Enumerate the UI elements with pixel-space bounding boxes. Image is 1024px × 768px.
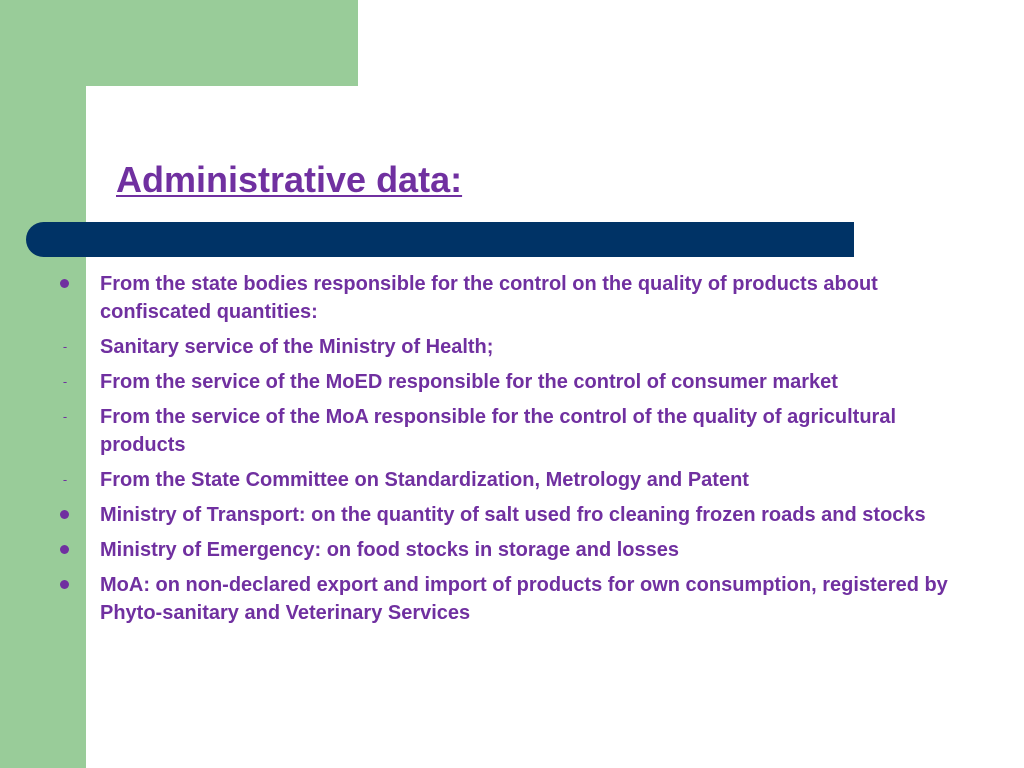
title-divider-bar xyxy=(26,222,854,257)
bullet-item xyxy=(100,270,960,326)
green-top-band xyxy=(0,0,358,86)
bullet-item xyxy=(62,368,960,396)
bullet-item xyxy=(62,333,960,361)
bullet-item xyxy=(100,536,960,564)
bullet-item xyxy=(62,403,960,459)
bullet-text: From the service of the MoA responsible for the control of the quality of agricultural products xyxy=(100,406,897,456)
bullet-text: From the State Committee on Standardization, Metrology and Patent xyxy=(100,469,749,491)
bullet-item xyxy=(62,466,960,494)
bullet-dash-icon: - xyxy=(62,472,68,487)
bullet-text: From the service of the MoED responsible for the control of consumer market xyxy=(100,371,838,393)
bullet-dash-icon: - xyxy=(62,339,68,354)
bullet-dash-icon: - xyxy=(62,374,68,389)
slide-title: Administrative data: xyxy=(116,159,463,200)
bullet-text: Ministry of Emergency: on food stocks in storage and losses xyxy=(100,539,680,561)
bullet-text: Ministry of Transport: on the quantity of salt used fro cleaning frozen roads and stocks xyxy=(100,504,926,526)
bullet-list xyxy=(62,270,960,634)
bullet-text: MoA: on non-declared export and import of products for own consumption, registered by Phyto-sanitary and Veterinary Services xyxy=(100,574,948,624)
bullet-text: From the state bodies responsible for the control on the quality of products about confiscated quantities: xyxy=(100,273,878,323)
green-sidebar xyxy=(0,0,86,768)
bullet-item xyxy=(100,501,960,529)
bullet-dash-icon: - xyxy=(62,409,68,424)
bullet-item xyxy=(100,571,960,627)
bullet-text: Sanitary service of the Ministry of Health; xyxy=(100,336,494,358)
